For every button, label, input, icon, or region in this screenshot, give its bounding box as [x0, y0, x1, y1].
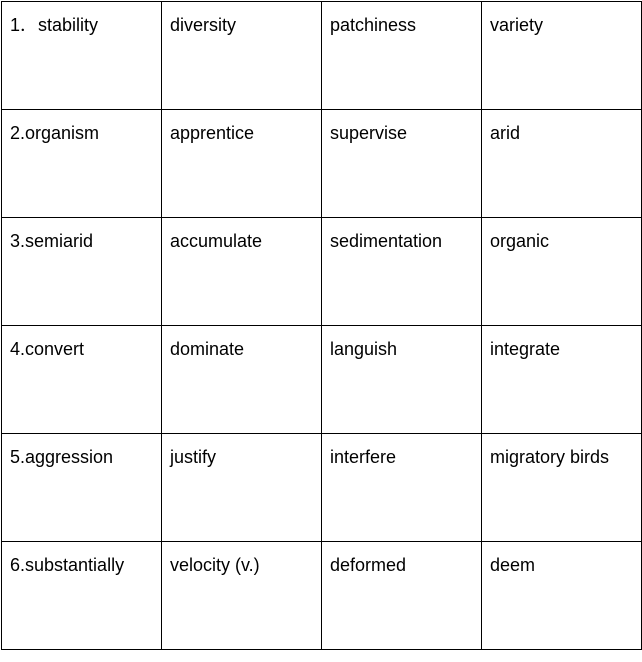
- table-cell: languish: [322, 326, 482, 434]
- table-cell: deformed: [322, 542, 482, 650]
- table-row: [2, 110, 642, 218]
- table-cell: patchiness: [322, 2, 482, 110]
- table-cell: deem: [482, 542, 642, 650]
- table-cell: 4.convert: [2, 326, 162, 434]
- table-cell: diversity: [162, 2, 322, 110]
- table-cell: sedimentation: [322, 218, 482, 326]
- table-cell: 2.organism: [2, 110, 162, 218]
- table-cell: organic: [482, 218, 642, 326]
- table-cell: migratory birds: [482, 434, 642, 542]
- table-row: [2, 434, 642, 542]
- table-cell: dominate: [162, 326, 322, 434]
- table-cell: integrate: [482, 326, 642, 434]
- table-cell: justify: [162, 434, 322, 542]
- table-cell: velocity (v.): [162, 542, 322, 650]
- table-cell: supervise: [322, 110, 482, 218]
- vocabulary-table: [1, 1, 642, 650]
- table-cell: 1．stability: [2, 2, 162, 110]
- table-cell: 6.substantially: [2, 542, 162, 650]
- table-row: [2, 218, 642, 326]
- table-row: [2, 542, 642, 650]
- table-cell: apprentice: [162, 110, 322, 218]
- table-cell: 3.semiarid: [2, 218, 162, 326]
- table-cell: accumulate: [162, 218, 322, 326]
- table-cell: interfere: [322, 434, 482, 542]
- table-cell: variety: [482, 2, 642, 110]
- table-row: [2, 2, 642, 110]
- table-row: [2, 326, 642, 434]
- table-cell: 5.aggression: [2, 434, 162, 542]
- table-cell: arid: [482, 110, 642, 218]
